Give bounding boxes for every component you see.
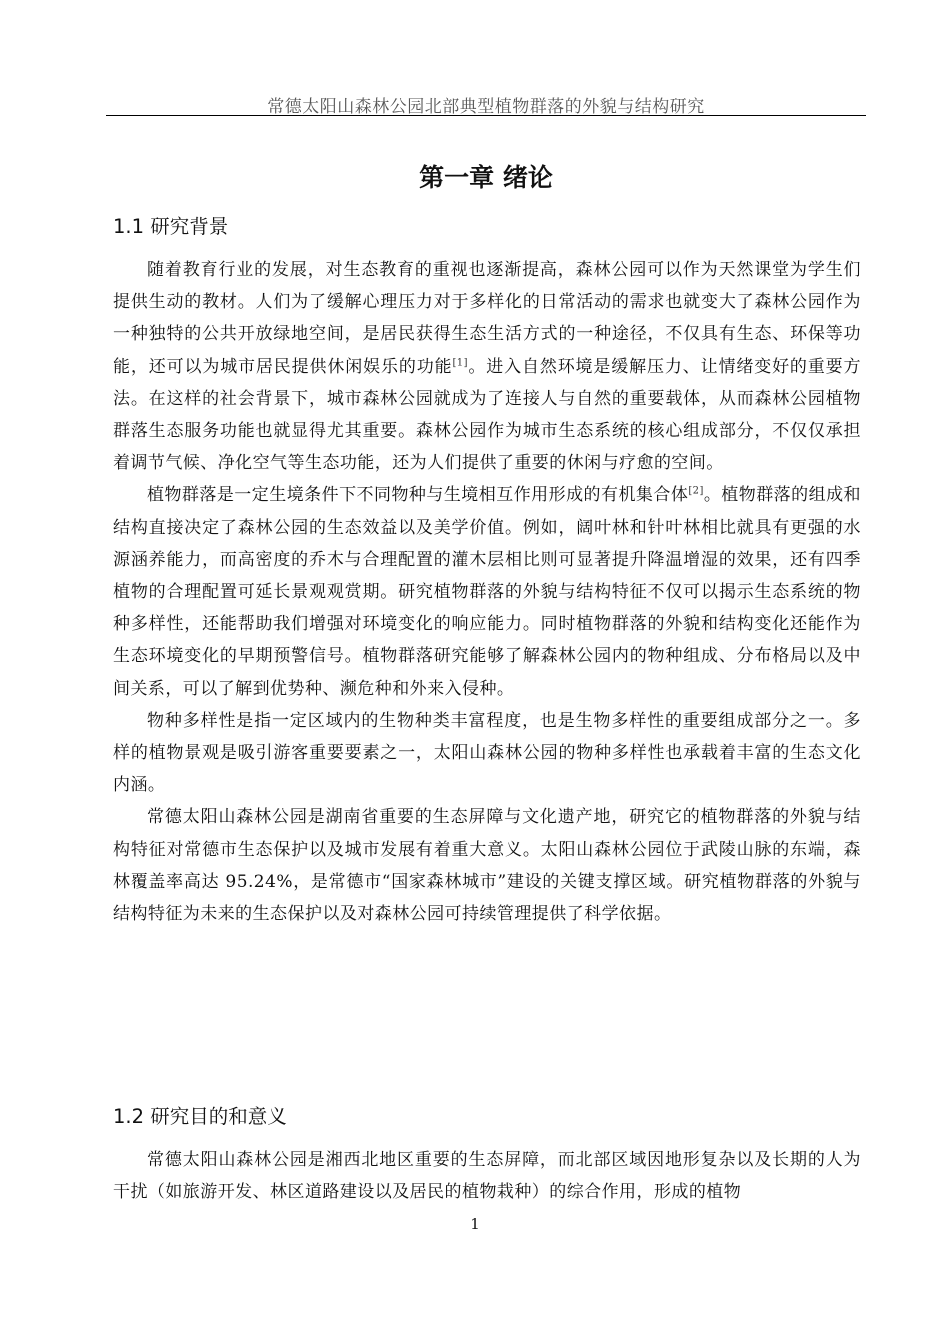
section-heading-1-1: 1.1 研究背景 xyxy=(113,215,229,238)
paragraph xyxy=(113,254,861,479)
running-header: 常德太阳山森林公园北部典型植物群落的外貌与结构研究 xyxy=(267,97,705,117)
paragraph-text: 。进入自然环境是缓解压力、让情绪变好的重要方法。在这样的社会背景下，城市森林公园就成为了连接人与自然的重要载体，从而森林公园植物群落生态服务功能也就显得尤其重要。森林公园作为城市生态系统的核心组成部分，不仅仅承担着调节气候、净化空气等生态功能，还为人们提供了重要的休闲与疗愈的空间。 xyxy=(113,356,861,474)
citation-marker: [2] xyxy=(688,485,704,497)
chapter-title: 第一章 绪论 xyxy=(419,163,553,192)
section-1-1-body xyxy=(113,254,861,930)
section-1-2-body xyxy=(113,1144,861,1208)
paragraph-text: 。植物群落的组成和结构直接决定了森林公园的生态效益以及美学价值。例如，阔叶林和针叶林相比就具有更强的水源涵养能力，而高密度的乔木与合理配置的灌木层相比则可显著提升降温增湿的效果，还有四季植物的合理配置可延长景观观赏期。研究植物群落的外貌与结构特征不仅可以揭示生态系统的物种多样性，还能帮助我们增强对环境变化的响应能力。同时植物群落的外貌和结构变化还能作为生态环境变化的早期预警信号。植物群落研究能够了解森林公园内的物种组成、分布格局以及中间关系，可以了解到优势种、濒危种和外来入侵种。 xyxy=(113,485,861,699)
paragraph-text: 植物群落是一定生境条件下不同物种与生境相互作用形成的有机集合体 xyxy=(147,485,689,506)
paragraph: 常德太阳山森林公园是湘西北地区重要的生态屏障，而北部区域因地形复杂以及长期的人为干扰（如旅游开发、林区道路建设以及居民的植物栽种）的综合作用，形成的植物 xyxy=(113,1150,861,1203)
page-number: 1 xyxy=(470,1215,480,1233)
paragraph-text: 随着教育行业的发展，对生态教育的重视也逐渐提高，森林公园可以作为天然课堂为学生们提供生动的教材。人们为了缓解心理压力对于多样化的日常活动的需求也就变大了森林公园作为一种独特的公共开放绿地空间，是居民获得生态生活方式的一种途径，不仅具有生态、环保等功能，还可以为城市居民提供休闲娱乐的功能 xyxy=(113,260,861,377)
paragraph xyxy=(113,479,861,704)
paragraph: 常德太阳山森林公园是湖南省重要的生态屏障与文化遗产地，研究它的植物群落的外貌与结构特征对常德市生态保护以及城市发展有着重大意义。太阳山森林公园位于武陵山脉的东端，森林覆盖率高达 95.24%，是常德市“国家森林城市”建设的关键支撑区域。研究植物群落的外貌与结构特征为未来的生态保护以及对森林公园可持续管理提供了科学依据。 xyxy=(113,807,861,925)
citation-marker: [1] xyxy=(452,356,468,368)
section-heading-1-2: 1.2 研究目的和意义 xyxy=(113,1105,287,1128)
paragraph: 物种多样性是指一定区域内的生物种类丰富程度，也是生物多样性的重要组成部分之一。多样的植物景观是吸引游客重要要素之一，太阳山森林公园的物种多样性也承载着丰富的生态文化内涵。 xyxy=(113,710,861,796)
header-rule xyxy=(106,115,866,116)
